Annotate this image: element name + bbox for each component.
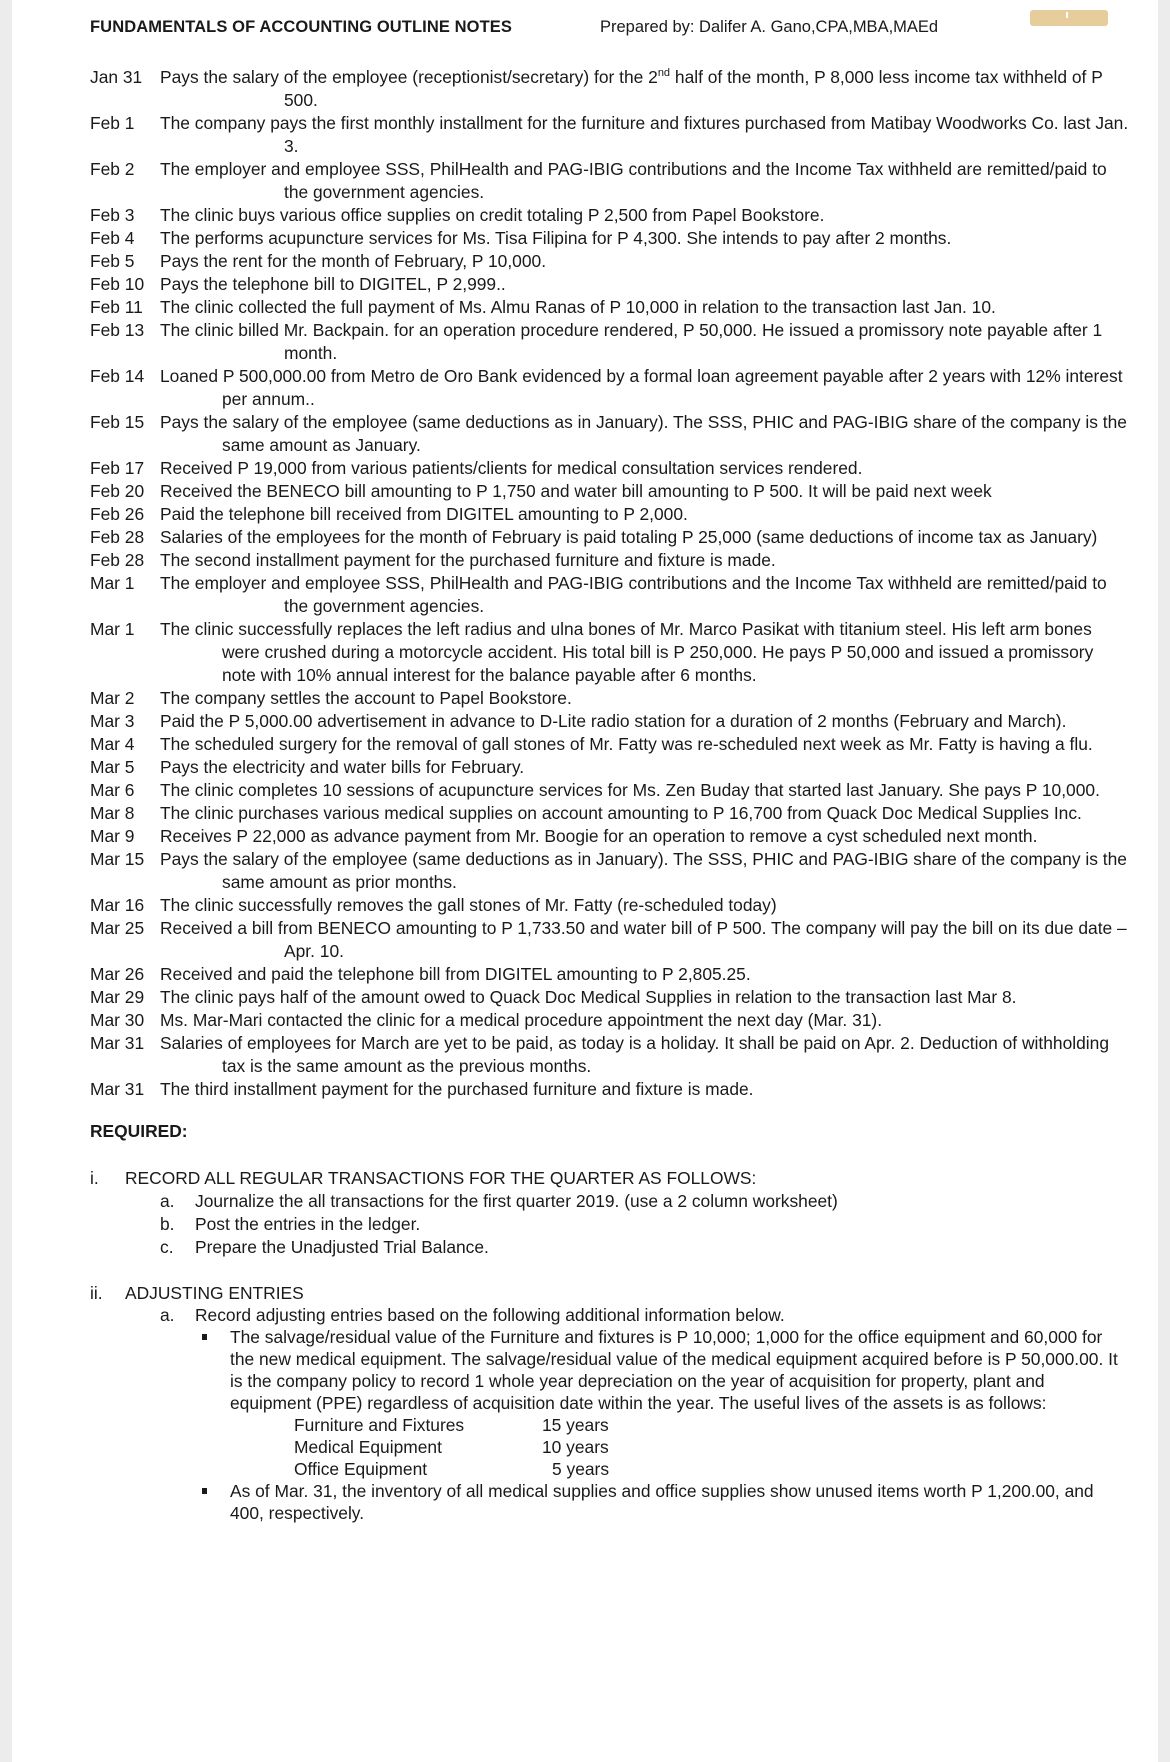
transaction-text-part: Ms. Mar-Mari contacted the clinic for a medical procedure appointment the next day (Mar. 31). — [160, 1010, 883, 1030]
transaction-text-part: The scheduled surgery for the removal of gall stones of Mr. Fatty was re-scheduled next week as Mr. Fatty is having a flu. — [160, 734, 1093, 754]
transaction-text — [160, 526, 1130, 549]
transaction-entry — [90, 250, 1130, 273]
section-number: i. — [90, 1168, 99, 1188]
transaction-entry — [90, 733, 1130, 756]
transaction-text — [160, 457, 1130, 480]
section-title: RECORD ALL REGULAR TRANSACTIONS FOR THE QUARTER AS FOLLOWS: — [125, 1168, 757, 1188]
transaction-date: Feb 20 — [90, 481, 145, 501]
transaction-entry — [90, 1032, 1130, 1078]
transaction-text — [160, 158, 1130, 204]
transaction-entry — [90, 963, 1130, 986]
transaction-date: Feb 10 — [90, 274, 145, 294]
transaction-date: Mar 8 — [90, 803, 135, 823]
bullet-inventory — [90, 1480, 1130, 1524]
asset-life: 5 years — [552, 1459, 610, 1479]
transaction-text-part: Received P 19,000 from various patients/clients for medical consultation services rendered. — [160, 458, 863, 478]
transaction-date: Feb 5 — [90, 251, 135, 271]
transaction-entry — [90, 411, 1130, 457]
transaction-text — [160, 204, 1130, 227]
useful-life-row — [294, 1458, 1130, 1480]
transaction-text-part: The company settles the account to Papel Bookstore. — [160, 688, 572, 708]
transaction-date: Mar 5 — [90, 757, 135, 777]
item-text: Post the entries in the ledger. — [195, 1214, 421, 1234]
transaction-entry — [90, 917, 1130, 963]
transaction-text — [160, 319, 1130, 365]
transaction-text — [160, 963, 1130, 986]
transaction-date: Mar 4 — [90, 734, 135, 754]
transaction-text — [160, 756, 1130, 779]
transaction-text — [160, 779, 1130, 802]
item-text: Journalize the all transactions for the first quarter 2019. (use a 2 column worksheet) — [195, 1191, 838, 1211]
transaction-text — [160, 250, 1130, 273]
transaction-text — [160, 227, 1130, 250]
ordinal-suffix: nd — [657, 67, 671, 80]
transaction-date: Mar 15 — [90, 849, 145, 869]
transaction-date: Mar 31 — [90, 1079, 145, 1099]
transaction-entry — [90, 227, 1130, 250]
transaction-text — [160, 802, 1130, 825]
transaction-text-part: Pays the rent for the month of February, P 10,000. — [160, 251, 547, 271]
transaction-text-part: Receives P 22,000 as advance payment from Mr. Boogie for an operation to remove a cyst scheduled next month. — [160, 826, 1038, 846]
transaction-date: Mar 29 — [90, 987, 145, 1007]
transaction-text — [160, 503, 1130, 526]
section-number: ii. — [90, 1283, 103, 1303]
transaction-date: Feb 13 — [90, 320, 145, 340]
transaction-text — [160, 894, 1130, 917]
transaction-text-part: Pays the salary of the employee (receptionist/secretary) for the 2 — [160, 67, 658, 87]
item-text: Record adjusting entries based on the following additional information below. — [195, 1305, 785, 1325]
item-text: Prepare the Unadjusted Trial Balance. — [195, 1237, 489, 1257]
transaction-entry — [90, 273, 1130, 296]
transaction-entry — [90, 1078, 1130, 1101]
transaction-text — [160, 480, 1130, 503]
transaction-date: Feb 11 — [90, 297, 143, 317]
transaction-text-part: Pays the electricity and water bills for February. — [160, 757, 525, 777]
transaction-entry — [90, 618, 1130, 687]
transaction-date: Jan 31 — [90, 67, 143, 87]
transaction-text-part: The clinic successfully removes the gall stones of Mr. Fatty (re-scheduled today) — [160, 895, 777, 915]
transaction-entry — [90, 365, 1130, 411]
transaction-text-part: The clinic collected the full payment of Ms. Almu Ranas of P 10,000 in relation to the transaction last Jan. 10. — [160, 297, 996, 317]
bullet-text: As of Mar. 31, the inventory of all medical supplies and office supplies show unused items worth P 1,200.00, and 400, respectively. — [230, 1481, 1094, 1523]
transaction-text — [160, 365, 1130, 411]
transaction-text-part: The clinic completes 10 sessions of acupuncture services for Ms. Zen Buday that started last January. She pays P 10,000. — [160, 780, 1100, 800]
useful-life-row — [294, 1436, 1130, 1458]
transaction-entry — [90, 848, 1130, 894]
transaction-text — [160, 618, 1130, 687]
transaction-text-part: The second installment payment for the purchased furniture and fixture is made. — [160, 550, 776, 570]
transaction-entry — [90, 802, 1130, 825]
item-letter: a. — [160, 1305, 175, 1325]
transaction-text-part: Received and paid the telephone bill from DIGITEL amounting to P 2,805.25. — [160, 964, 751, 984]
transaction-date: Feb 28 — [90, 527, 145, 547]
transaction-text — [160, 66, 1130, 112]
transaction-text-part: Received a bill from BENECO amounting to P 1,733.50 and water bill of P 500. The company will pay the bill on its due date – Apr. 10. — [160, 918, 1127, 961]
transaction-text — [160, 296, 1130, 319]
required-item — [90, 1190, 1130, 1213]
transaction-entry — [90, 549, 1130, 572]
transaction-date: Mar 26 — [90, 964, 145, 984]
transaction-text-part: The clinic buys various office supplies on credit totaling P 2,500 from Papel Bookstore. — [160, 205, 825, 225]
transaction-date: Mar 31 — [90, 1033, 145, 1053]
header-tab-marker — [1030, 10, 1108, 26]
square-bullet-icon — [202, 1488, 207, 1494]
transaction-text — [160, 1078, 1130, 1101]
transaction-date: Mar 3 — [90, 711, 135, 731]
transaction-date: Mar 9 — [90, 826, 135, 846]
transaction-date: Feb 17 — [90, 458, 145, 478]
transaction-date: Mar 1 — [90, 573, 135, 593]
transaction-list — [90, 66, 1130, 1101]
asset-life: 15 years — [542, 1415, 609, 1435]
asset-name: Medical Equipment — [294, 1437, 442, 1457]
transaction-text — [160, 687, 1130, 710]
transaction-text-part: Pays the salary of the employee (same deductions as in January). The SSS, PHIC and PAG-IBIG share of the company is the same amount as prior months. — [160, 849, 1127, 892]
transaction-date: Feb 1 — [90, 113, 135, 133]
transaction-date: Mar 16 — [90, 895, 145, 915]
transaction-entry — [90, 710, 1130, 733]
transaction-date: Feb 4 — [90, 228, 135, 248]
transaction-entry — [90, 894, 1130, 917]
transaction-text-part: The clinic pays half of the amount owed to Quack Doc Medical Supplies in relation to the transaction last Mar 8. — [160, 987, 1017, 1007]
transaction-entry — [90, 158, 1130, 204]
transaction-text — [160, 733, 1130, 756]
required-item — [90, 1236, 1130, 1259]
transaction-text — [160, 710, 1130, 733]
transaction-text-part: Salaries of the employees for the month of February is paid totaling P 25,000 (same deductions of income tax as January) — [160, 527, 1098, 547]
transaction-entry — [90, 204, 1130, 227]
transaction-text — [160, 848, 1130, 894]
required-heading: REQUIRED: — [90, 1121, 188, 1141]
bullet-text: The salvage/residual value of the Furniture and fixtures is P 10,000; 1,000 for the office equipment and 60,000 for the new medical equipment. The salvage/residual value of the medical equipment acquired before is P 50,000.00. It is the company policy to record 1 whole year depreciation on the year of acquisition for property, plant and equipment (PPE) regardless of acquisition date within the year. The useful lives of the assets is as follows: — [230, 1327, 1118, 1413]
item-letter: b. — [160, 1214, 175, 1234]
transaction-entry — [90, 986, 1130, 1009]
transaction-entry — [90, 526, 1130, 549]
transaction-entry — [90, 66, 1130, 112]
transaction-text — [160, 273, 1130, 296]
transaction-date: Feb 28 — [90, 550, 145, 570]
bullet-salvage-values — [90, 1326, 1130, 1480]
asset-name: Furniture and Fixtures — [294, 1415, 465, 1435]
transaction-entry — [90, 296, 1130, 319]
item-letter: a. — [160, 1191, 175, 1211]
document-title: FUNDAMENTALS OF ACCOUNTING OUTLINE NOTES — [90, 18, 512, 36]
transaction-date: Mar 1 — [90, 619, 135, 639]
transaction-text-part: The clinic successfully replaces the left radius and ulna bones of Mr. Marco Pasikat with titanium steel. His left arm bones were crushed during a motorcycle accident. His total bill is P 250,000. He pays P 50,000 and issued a promissory note with 10% annual interest for the balance payable after 6 months. — [160, 619, 1094, 685]
asset-name: Office Equipment — [294, 1459, 428, 1479]
transaction-entry — [90, 457, 1130, 480]
transaction-date: Feb 2 — [90, 159, 135, 179]
useful-life-row — [294, 1414, 1130, 1436]
useful-lives-table — [294, 1414, 1130, 1480]
transaction-date: Feb 14 — [90, 366, 145, 386]
transaction-date: Feb 15 — [90, 412, 145, 432]
transaction-text-part: half of the month, P 8,000 less income tax withheld of P 500. — [284, 67, 1103, 110]
transaction-entry — [90, 779, 1130, 802]
transaction-entry — [90, 112, 1130, 158]
transaction-text — [160, 411, 1130, 457]
transaction-text — [160, 572, 1130, 618]
transaction-entry — [90, 825, 1130, 848]
transaction-text-part: The employer and employee SSS, PhilHealth and PAG-IBIG contributions and the Income Tax withheld are remitted/paid to the government agencies. — [160, 159, 1107, 202]
transaction-entry — [90, 687, 1130, 710]
section-title: ADJUSTING ENTRIES — [125, 1283, 304, 1303]
transaction-text — [160, 549, 1130, 572]
transaction-text — [160, 825, 1130, 848]
document-content — [90, 16, 1130, 1524]
transaction-date: Feb 3 — [90, 205, 135, 225]
transaction-text — [160, 917, 1130, 963]
transaction-entry — [90, 480, 1130, 503]
square-bullet-icon — [202, 1334, 207, 1340]
transaction-text — [160, 1009, 1130, 1032]
required-section-ii — [90, 1282, 1130, 1304]
transaction-entry — [90, 503, 1130, 526]
transaction-text-part: The clinic billed Mr. Backpain. for an operation procedure rendered, P 50,000. He issued a promissory note payable after 1 month. — [160, 320, 1103, 363]
transaction-date: Mar 6 — [90, 780, 135, 800]
transaction-text-part: The performs acupuncture services for Ms. Tisa Filipina for P 4,300. She intends to pay after 2 months. — [160, 228, 952, 248]
transaction-text — [160, 1032, 1130, 1078]
required-item — [90, 1213, 1130, 1236]
transaction-date: Mar 25 — [90, 918, 145, 938]
transaction-text-part: Paid the P 5,000.00 advertisement in advance to D-Lite radio station for a duration of 2 months (February and March). — [160, 711, 1067, 731]
transaction-text-part: The third installment payment for the purchased furniture and fixture is made. — [160, 1079, 754, 1099]
transaction-text-part: Paid the telephone bill received from DIGITEL amounting to P 2,000. — [160, 504, 688, 524]
transaction-text — [160, 986, 1130, 1009]
transaction-text-part: The employer and employee SSS, PhilHealth and PAG-IBIG contributions and the Income Tax withheld are remitted/paid to the government agencies. — [160, 573, 1107, 616]
transaction-text-part: Received the BENECO bill amounting to P 1,750 and water bill amounting to P 500. It will be paid next week — [160, 481, 992, 501]
transaction-text-part: The clinic purchases various medical supplies on account amounting to P 16,700 from Quack Doc Medical Supplies Inc. — [160, 803, 1082, 823]
transaction-entry — [90, 1009, 1130, 1032]
document-header — [90, 16, 1130, 52]
transaction-text-part: Loaned P 500,000.00 from Metro de Oro Bank evidenced by a formal loan agreement payable after 2 years with 12% interest per annum.. — [160, 366, 1123, 409]
required-section-i — [90, 1167, 1130, 1190]
transaction-date: Mar 30 — [90, 1010, 145, 1030]
item-letter: c. — [160, 1237, 174, 1257]
transaction-text-part: Pays the salary of the employee (same deductions as in January). The SSS, PHIC and PAG-IBIG share of the company is the same amount as January. — [160, 412, 1127, 455]
transaction-text-part: The company pays the first monthly installment for the furniture and fixtures purchased from Matibay Woodworks Co. last Jan. 3. — [160, 113, 1129, 156]
transaction-entry — [90, 756, 1130, 779]
transaction-date: Feb 26 — [90, 504, 145, 524]
transaction-entry — [90, 572, 1130, 618]
asset-life: 10 years — [542, 1437, 609, 1457]
transaction-text-part: Pays the telephone bill to DIGITEL, P 2,999.. — [160, 274, 506, 294]
transaction-text — [160, 112, 1130, 158]
transaction-text-part: Salaries of employees for March are yet to be paid, as today is a holiday. It shall be paid on Apr. 2. Deduction of withholding tax is the same amount as the previous months. — [160, 1033, 1109, 1076]
document-page — [12, 0, 1158, 1762]
transaction-entry — [90, 319, 1130, 365]
transaction-date: Mar 2 — [90, 688, 135, 708]
adjusting-item-a — [90, 1304, 1130, 1326]
prepared-by: Prepared by: Dalifer A. Gano,CPA,MBA,MAEd — [600, 18, 939, 36]
